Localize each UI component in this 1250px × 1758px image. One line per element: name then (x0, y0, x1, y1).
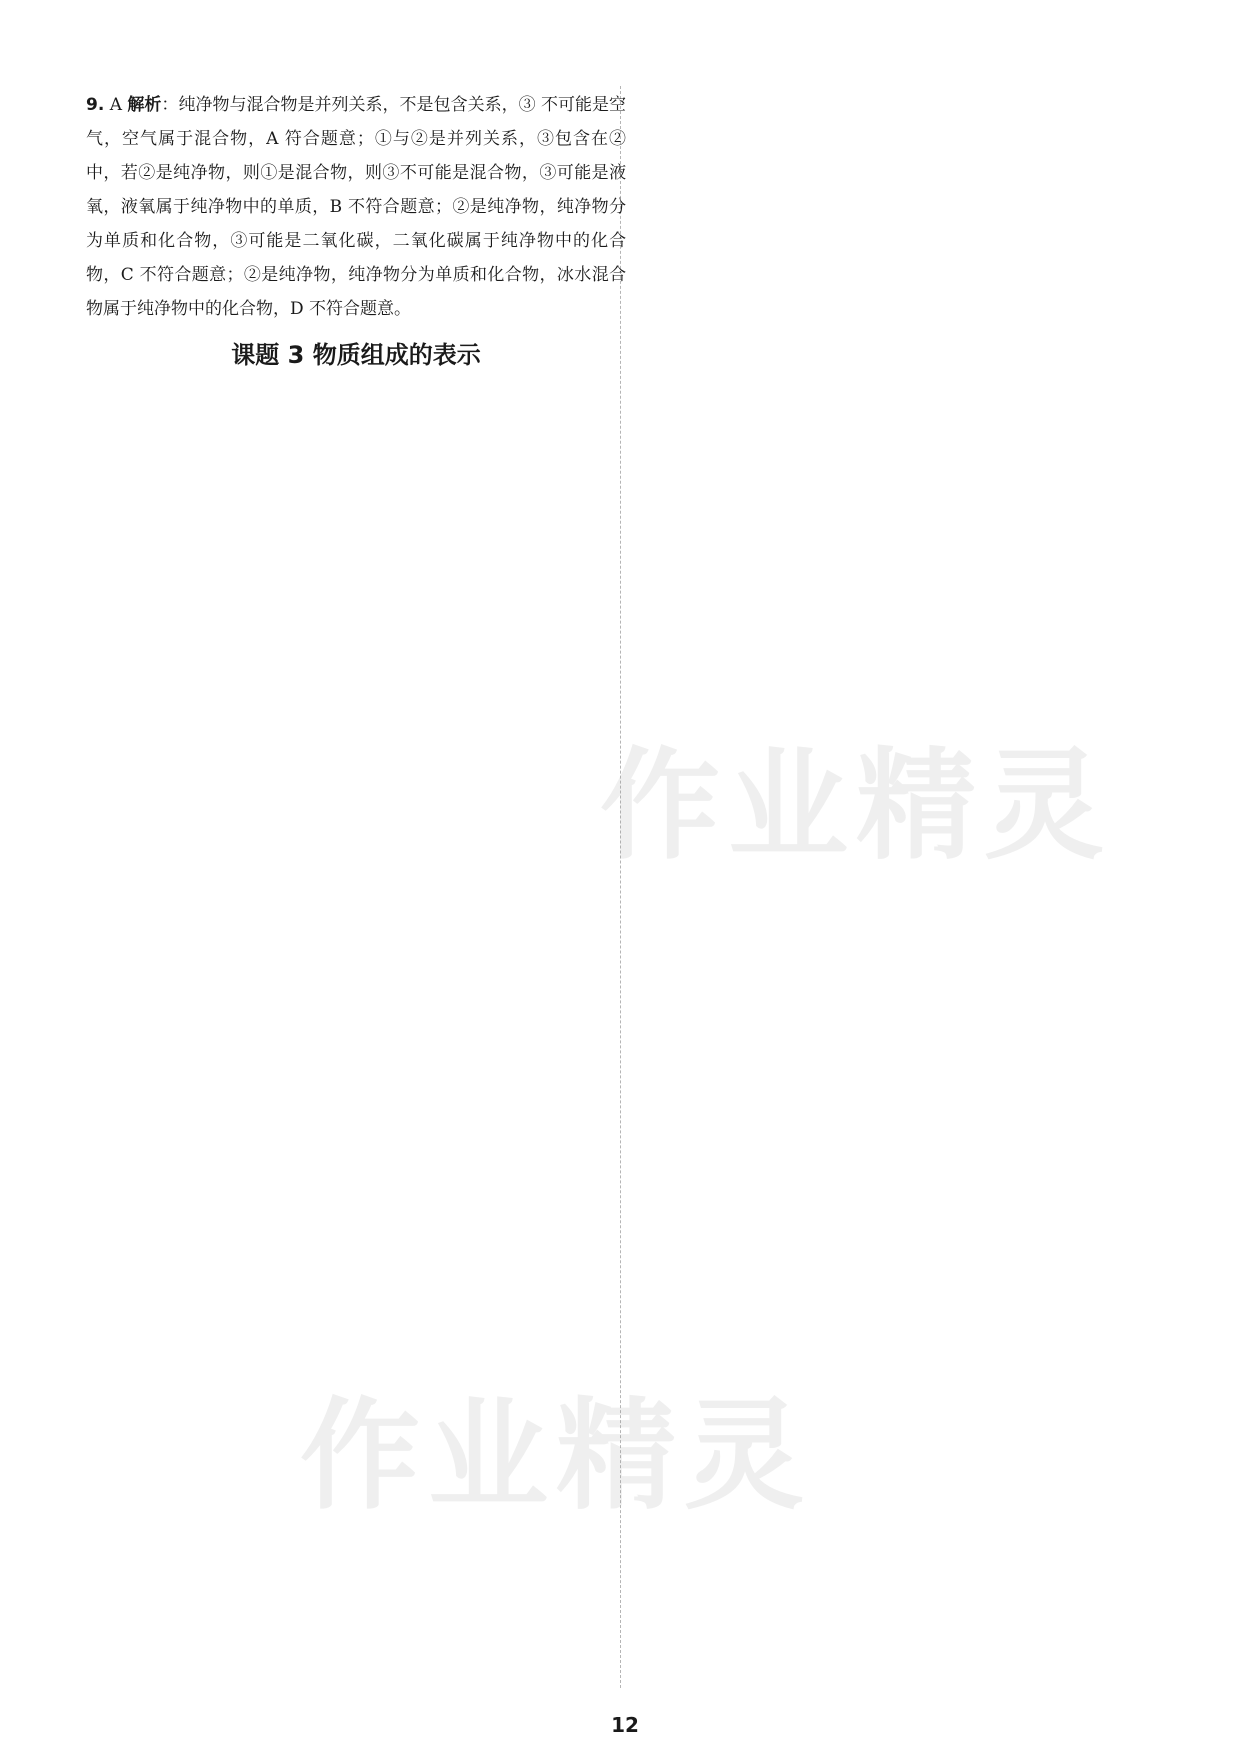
watermark: 作业精灵 (600, 737, 1112, 876)
section-title-3: 课题 3 物质组成的表示 (231, 341, 481, 369)
page-number: 12 (611, 1713, 639, 1737)
answer-9-a: 9. A 解析：纯净物与混合物是并列关系，不是包含关系，③ 不可能是空气，空气属于混合物，A 符合题意；①与②是并列关系，③包含在②中，若②是纯净物，则①是混合物，则③不可能是混合物，③可能是液氧，液氧属于纯净物中的单质，B 不符合题意；②是纯净物，纯净物分为单质和化合物，③可能是二氧化碳，二氧化碳属于纯净物中的化合物，C 不符合题意；②是纯净物，纯净物分为单质和化合物，冰水混合物属于纯净物中的化合物，D 不符合题意。 (86, 95, 627, 319)
watermark: 作业精灵 (300, 1387, 812, 1526)
left-column (86, 88, 626, 380)
